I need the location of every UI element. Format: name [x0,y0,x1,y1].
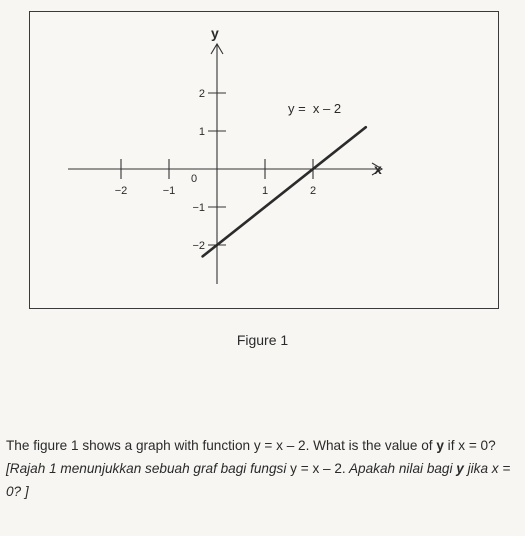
figure-frame [29,11,499,309]
origin-label: 0 [191,173,198,185]
x-tick-label: −1 [162,185,176,197]
question-en-bold: y [436,438,444,453]
question-ms-function: y = x – 2. [290,461,346,476]
question-ms-part1: [Rajah 1 menunjukkan sebuah graf bagi fungsi [6,461,291,476]
function-label: y = x – 2 [288,101,342,116]
series-line [203,127,366,256]
x-tick-label: 2 [309,185,317,197]
question-ms-part2: Apakah nilai bagi [345,461,457,476]
x-axis-name: x [374,161,382,177]
graph [30,12,500,310]
x-tick-label: −2 [114,185,128,197]
y-tick-label: −1 [192,202,205,214]
y-tick-label: 2 [198,88,205,100]
figure-caption: Figure 1 [236,332,289,348]
question-english [6,434,521,457]
question-ms-bold: y [456,461,464,476]
question-en-part1: The figure 1 shows a graph with function y = x – 2. What is the value of [6,438,437,453]
y-axis-name: y [211,25,219,41]
x-tick-label: 1 [261,185,269,197]
question-text [6,434,521,503]
question-malay [6,457,521,503]
axes [68,44,382,284]
function-line [203,127,366,256]
y-tick-label: −2 [192,240,205,252]
y-tick-label: 1 [198,126,205,138]
ticks [115,88,316,252]
question-ms-part3: jika x = 0? ] [6,461,511,499]
question-en-part2: if x = 0? [443,438,496,453]
